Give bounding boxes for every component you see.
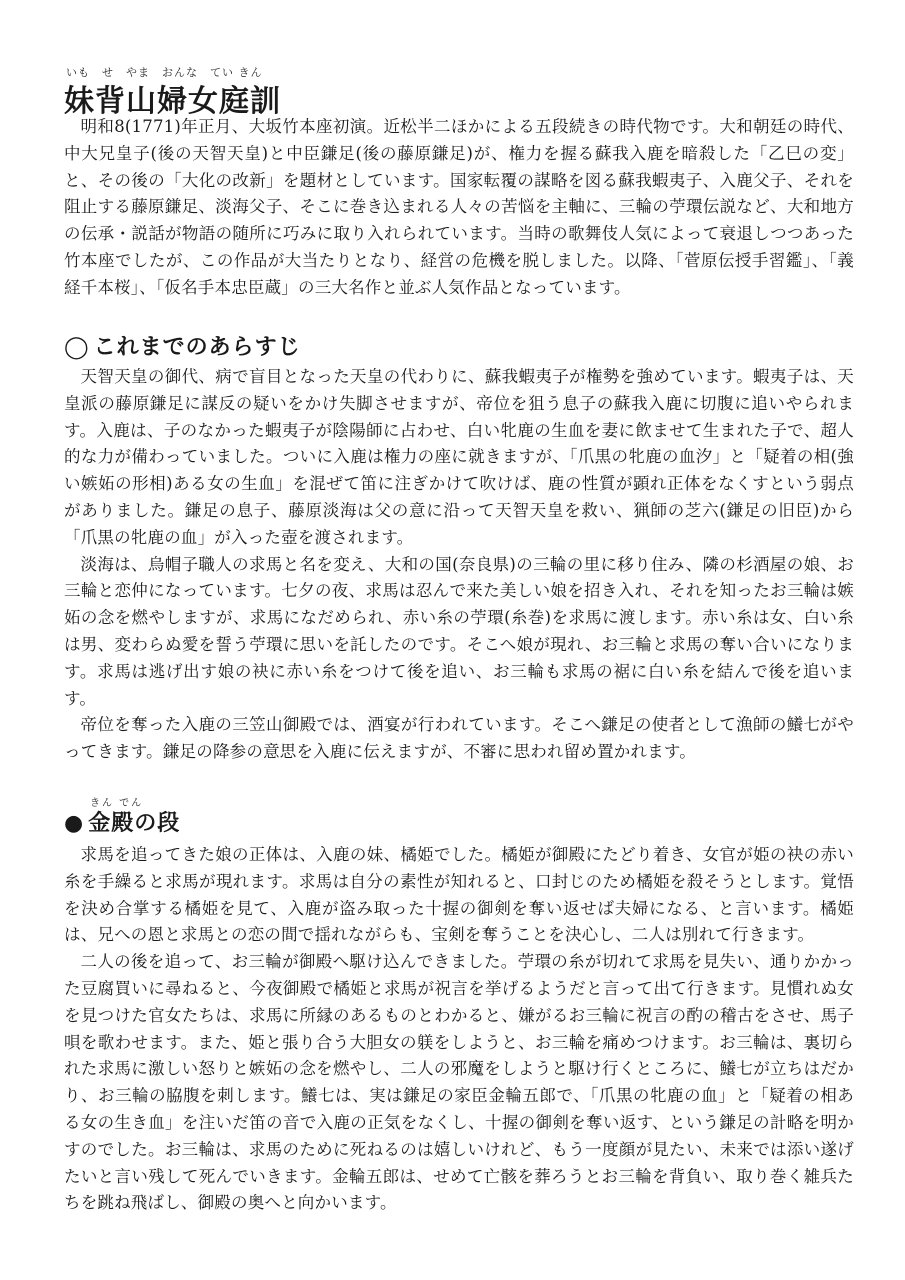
section-heading: 金殿の段 — [88, 811, 181, 836]
paragraph: 淡海は、烏帽子職人の求馬と名を変え、大和の国(奈良県)の三輪の里に移り住み、隣の杉酒屋の娘、お三輪と恋仲になっています。七夕の夜、求馬は忍んで来た美しい娘を招き入れ、それを知ったお三輪は嫉妬の念を燃やしますが、求馬になだめられ、赤い糸の苧環(糸巻)を求馬に渡します。赤い糸は女、白い糸は男、変わらぬ愛を誓う苧環に思いを託したのです。そこへ娘が現れ、お三輪と求馬の奪い合いになります。求馬は逃げ出す娘の袂に赤い糸をつけて後を追い、お三輪も求馬の裾に白い糸を結んで後を追います。 — [64, 554, 854, 708]
section-outline-body — [64, 364, 854, 766]
open-circle-icon: ◯ — [64, 335, 90, 360]
paragraph: 二人の後を追って、お三輪が御殿へ駆け込んできました。苧環の糸が切れて求馬を見失い、通りかかった豆腐買いに尋ねると、今夜御殿で橘姫と求馬が祝言を挙げるようだと言って出て行きます。見慣れぬ女を見つけた官女たちは、求馬に所縁のあるものとわかると、嫌がるお三輪に祝言の酌の稽古をさせ、馬子唄を歌わせます。また、姫と張り合う大胆女の躾をしようと、お三輪を痛めつけます。お三輪は、裏切られた求馬に激しい怒りと嫉妬の念を燃やし、二人の邪魔をしようと駆け行くところに、鱶七が立ちはだかり、お三輪の脇腹を刺します。鱶七は、実は鎌足の家臣金輪五郎で、「爪黒の牝鹿の血」と「疑着の相ある女の生き血」を注いだ笛の音で入鹿の正気をなくし、十握の御剣を奪い返す、という鎌足の計略を明かすのでした。お三輪は、求馬のために死ねるのは嬉しいけれど、もう一度顔が見たい、未来では添い遂げたいと言い残して死んでいきます。金輪五郎は、せめて亡骸を葬ろうとお三輪を背負い、取り巻く雑兵たちを跳ね飛ばし、御殿の奥へと向かいます。 — [64, 952, 854, 1213]
page-title: 妹背山婦女庭訓 — [64, 84, 281, 119]
section-kinden-body — [64, 842, 854, 1217]
paragraph: 天智天皇の御代、病で盲目となった天皇の代わりに、蘇我蝦夷子が権勢を強めています。蝦夷子は、天皇派の藤原鎌足に謀反の疑いをかけ失脚させますが、帝位を狙う息子の蘇我入鹿に切腹に追いやられます。入鹿は、子のなかった蝦夷子が陰陽師に占わせ、白い牝鹿の生血を妻に飲ませて生まれた子で、超人的な力が備わっていました。ついに入鹿は権力の座に就きますが、「爪黒の牝鹿の血汐」と「疑着の相(強い嫉妬の形相)ある女の生血」を混ぜて笛に注ぎかけて吹けば、鹿の性質が顕れ正体をなくすという弱点がありました。鎌足の息子、藤原淡海は父の意に沿って天智天皇を救い、猟師の芝六(鎌足の旧臣)から「爪黒の牝鹿の血」が入った壺を渡されます。 — [64, 367, 854, 547]
paragraph: 求馬を追ってきた娘の正体は、入鹿の妹、橘姫でした。橘姫が御殿にたどり着き、女官が姫の袂の赤い糸を手繰ると求馬が現れます。求馬は自分の素性が知れると、口封じのため橘姫を殺そうとします。覚悟を決め合掌する橘姫を見て、入鹿が盗み取った十握の御剣を奪い返せば夫婦になる、と言います。橘姫は、兄への恩と求馬との恋の間で揺れながらも、宝剣を奪うことを決心し、二人は別れて行きます。 — [64, 845, 854, 945]
section-kinden-heading — [64, 806, 854, 837]
title-ruby: いも せ やま おんな てい きん — [66, 66, 263, 79]
section-outline-heading — [64, 330, 854, 361]
section-heading-ruby: きん でん — [90, 798, 144, 809]
intro-block — [64, 114, 854, 302]
paragraph: 帝位を奪った入鹿の三笠山御殿では、酒宴が行われています。そこへ鎌足の使者として漁師の鱶七がやってきます。鎌足の降参の意思を入鹿に伝えますが、不審に思われ留め置かれます。 — [64, 715, 854, 762]
intro-paragraph: 明和8(1771)年正月、大坂竹本座初演。近松半二ほかによる五段続きの時代物です。大和朝廷の時代、中大兄皇子(後の天智天皇)と中臣鎌足(後の藤原鎌足)が、権力を握る蘇我入鹿を暗殺した「乙巳の変」と、その後の「大化の改新」を題材としています。国家転覆の謀略を図る蘇我蝦夷子、入鹿父子、それを阻止する藤原鎌足、淡海父子、そこに巻き込まれる人々の苦悩を主軸に、三輪の苧環伝説など、大和地方の伝承・説話が物語の随所に巧みに取り入れられています。当時の歌舞伎人気によって衰退しつつあった竹本座でしたが、この作品が大当たりとなり、経営の危機を脱しました。以降、「菅原伝授手習鑑」、「義経千本桜」、「仮名手本忠臣蔵」の三大名作と並ぶ人気作品となっています。 — [64, 117, 854, 297]
filled-circle-icon: ● — [64, 811, 85, 836]
section-heading: これまでのあらすじ — [93, 335, 301, 360]
